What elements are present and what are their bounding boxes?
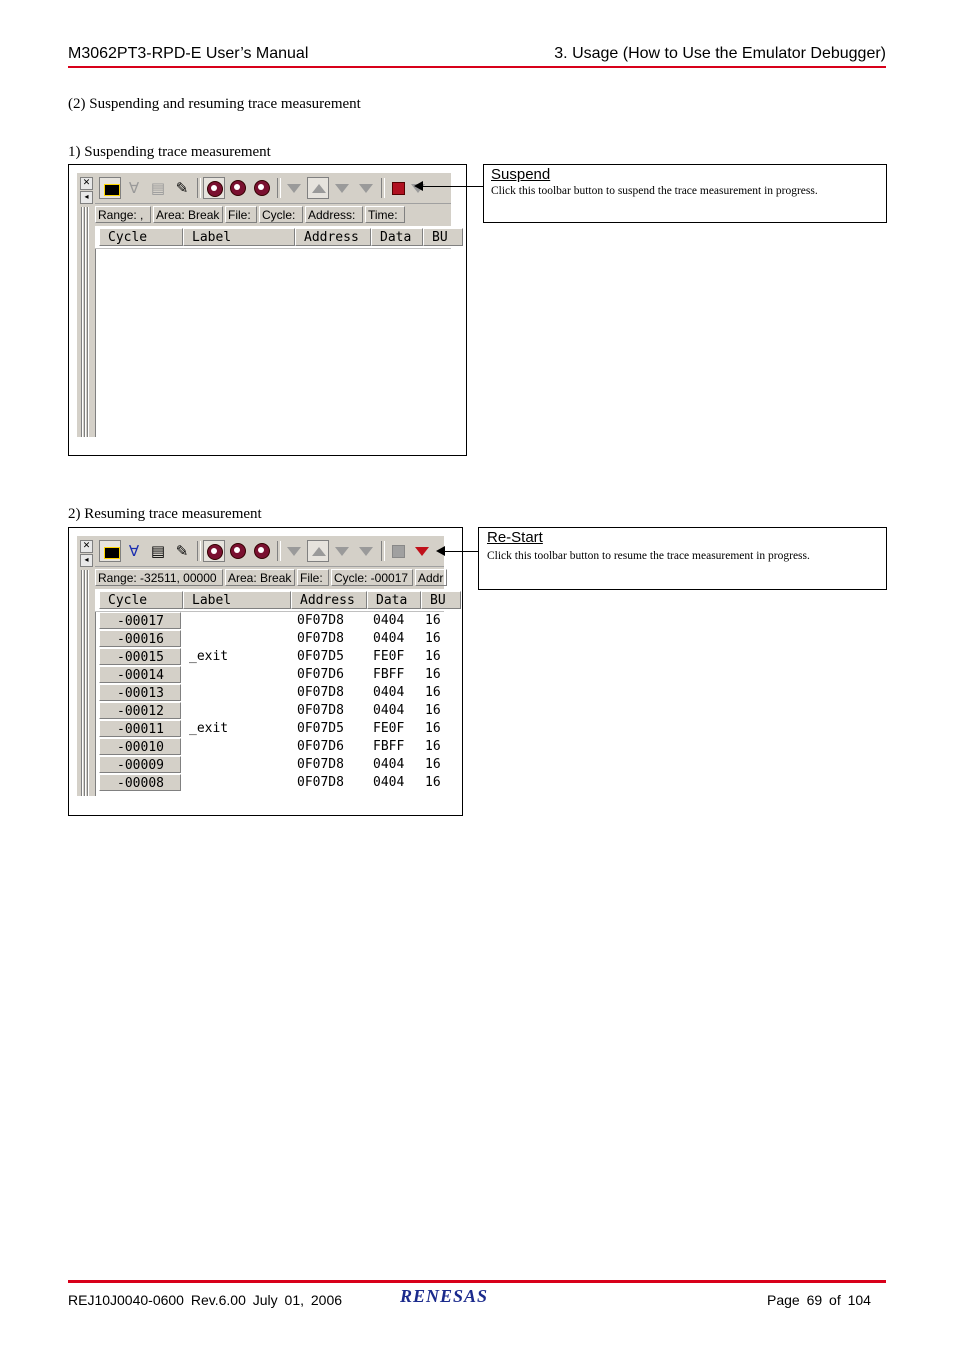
renesas-logo — [400, 1286, 512, 1306]
chip-view-button[interactable] — [99, 540, 121, 562]
table-row[interactable] — [95, 756, 444, 774]
figure2-frame — [68, 527, 463, 816]
trace-info-bar — [95, 204, 451, 226]
column-address[interactable]: Address — [295, 228, 371, 246]
restart-pointer-arrow-icon — [436, 546, 445, 556]
trace-toolbar — [95, 536, 444, 567]
figure2-caption: 2) Resuming trace measurement — [68, 506, 262, 522]
pencil-icon: ✎ — [175, 179, 189, 197]
triangle-up-icon — [312, 184, 326, 193]
cell-cycle: -00012 — [99, 702, 181, 719]
triangle-up-icon — [312, 547, 326, 556]
table-row[interactable] — [95, 774, 444, 792]
info-file: File: — [225, 206, 257, 223]
cell-bus: 16 — [425, 649, 441, 664]
clock-icon — [207, 544, 223, 560]
stop-icon — [392, 545, 405, 558]
footer-page-number: Page 69 of 104 — [767, 1292, 871, 1308]
cell-label: _exit — [189, 649, 229, 664]
info-area: Area: Break — [153, 206, 223, 223]
trace-mode-button-1[interactable] — [203, 540, 225, 562]
info-file: File: — [297, 569, 329, 586]
toolbar-separator — [381, 541, 385, 561]
cell-bus: 16 — [425, 721, 441, 736]
trace-mode-button-2[interactable] — [227, 177, 249, 199]
cell-label: _exit — [189, 721, 229, 736]
clock-icon — [254, 543, 270, 559]
cell-label — [189, 684, 289, 701]
document-icon: ▤ — [150, 542, 166, 560]
edit-button[interactable] — [171, 540, 193, 562]
scroll-up-button[interactable] — [307, 177, 329, 199]
cell-bus: 16 — [425, 667, 441, 682]
table-row[interactable] — [95, 612, 444, 630]
cell-bus: 16 — [425, 613, 441, 628]
table-row[interactable] — [95, 684, 444, 702]
trace-mode-button-1[interactable] — [203, 177, 225, 199]
table-row[interactable] — [95, 666, 444, 684]
suspend-callout-text: Click this toolbar button to suspend the trace measurement in progress. — [491, 185, 818, 197]
cell-cycle: -00009 — [99, 756, 181, 773]
dock-arrow-icon[interactable]: ◂ — [80, 554, 93, 567]
cell-address: 0F07D5 — [297, 649, 344, 664]
cell-cycle: -00010 — [99, 738, 181, 755]
filter-icon: ∀ — [128, 542, 140, 560]
cell-address: 0F07D8 — [297, 631, 344, 646]
header-manual-title: M3062PT3-RPD-E User’s Manual — [68, 45, 309, 62]
trace-mode-button-3[interactable] — [251, 177, 273, 199]
suspend-pointer-arrow-icon — [414, 181, 423, 191]
info-range: Range: -32511, 00000 — [95, 569, 223, 586]
triangle-down-icon — [287, 184, 301, 193]
cell-address: 0F07D8 — [297, 775, 344, 790]
cell-bus: 16 — [425, 757, 441, 772]
document-button[interactable] — [147, 540, 169, 562]
cell-address: 0F07D6 — [297, 667, 344, 682]
info-cycle: Cycle: -00017 — [331, 569, 413, 586]
cell-data: 0404 — [373, 613, 405, 628]
table-row[interactable] — [95, 648, 444, 666]
cell-label — [189, 666, 289, 683]
cell-cycle: -00017 — [99, 612, 181, 629]
cell-bus: 16 — [425, 703, 441, 718]
cell-address: 0F07D5 — [297, 721, 344, 736]
document-button[interactable] — [147, 177, 169, 199]
suspend-button[interactable] — [387, 540, 409, 562]
column-data[interactable]: Data — [367, 591, 421, 609]
document-icon: ▤ — [150, 179, 166, 197]
jump-button[interactable] — [355, 540, 377, 562]
footer-rule — [68, 1280, 886, 1283]
restart-button[interactable] — [411, 540, 433, 562]
chip-icon — [104, 184, 120, 196]
page-down-button[interactable] — [331, 540, 353, 562]
chip-icon — [104, 547, 120, 559]
grip-handle[interactable] — [81, 570, 90, 796]
stop-icon — [392, 182, 405, 195]
table-row[interactable] — [95, 630, 444, 648]
section-title: (2) Suspending and resuming trace measurement — [68, 96, 361, 112]
filter-button[interactable] — [123, 540, 145, 562]
suspend-callout-title: Suspend — [491, 166, 551, 183]
trace-column-header — [95, 589, 444, 612]
restart-callout-title: Re-Start — [487, 529, 543, 546]
info-range: Range: , — [95, 206, 151, 223]
cell-label — [189, 612, 289, 629]
cell-bus: 16 — [425, 685, 441, 700]
clock-icon — [230, 543, 246, 559]
table-row[interactable] — [95, 738, 444, 756]
figure1-frame — [68, 164, 467, 456]
column-bus[interactable]: BU — [421, 591, 461, 609]
cell-label — [189, 738, 289, 755]
clock-icon — [207, 181, 223, 197]
scroll-down-button[interactable] — [283, 177, 305, 199]
suspend-button[interactable] — [387, 177, 409, 199]
column-label[interactable]: Label — [183, 228, 295, 246]
trace-mode-button-3[interactable] — [251, 540, 273, 562]
cell-data: 0404 — [373, 775, 405, 790]
cell-label — [189, 702, 289, 719]
toolbar-separator — [381, 178, 385, 198]
info-time: Time: — [365, 206, 405, 223]
table-row[interactable] — [95, 720, 444, 738]
cell-address: 0F07D8 — [297, 613, 344, 628]
triangle-down-icon — [287, 547, 301, 556]
dock-bar — [77, 536, 96, 796]
grip-handle[interactable] — [81, 207, 90, 437]
clock-icon — [230, 180, 246, 196]
cell-bus: 16 — [425, 739, 441, 754]
trace-window-restart — [77, 536, 444, 796]
jump-button[interactable] — [355, 177, 377, 199]
restart-callout-text: Click this toolbar button to resume the trace measurement in progress. — [487, 550, 810, 562]
restart-pointer-line — [444, 551, 478, 552]
dock-arrow-icon[interactable]: ◂ — [80, 191, 93, 204]
cell-label — [189, 630, 289, 647]
trace-info-bar — [95, 567, 444, 589]
header-chapter-title: 3. Usage (How to Use the Emulator Debugger) — [554, 45, 886, 62]
column-address[interactable]: Address — [291, 591, 367, 609]
triangle-down-icon — [359, 184, 373, 193]
cell-label — [189, 756, 289, 773]
info-address: Addr — [415, 569, 447, 586]
scroll-up-button[interactable] — [307, 540, 329, 562]
cell-address: 0F07D6 — [297, 739, 344, 754]
restart-callout — [478, 527, 887, 590]
chip-view-button[interactable] — [99, 177, 121, 199]
page-down-button[interactable] — [331, 177, 353, 199]
trace-column-header — [95, 226, 451, 249]
cell-data: 0404 — [373, 703, 405, 718]
cell-cycle: -00011 — [99, 720, 181, 737]
cell-cycle: -00013 — [99, 684, 181, 701]
pencil-icon: ✎ — [175, 542, 189, 560]
column-bus[interactable]: BU — [423, 228, 463, 246]
suspend-callout — [483, 164, 887, 223]
cell-cycle: -00016 — [99, 630, 181, 647]
trace-rows — [95, 612, 444, 796]
column-label[interactable]: Label — [183, 591, 291, 609]
triangle-down-icon — [335, 184, 349, 193]
trace-window-suspend — [77, 173, 451, 437]
cell-data: FBFF — [373, 667, 405, 682]
toolbar-separator — [197, 541, 201, 561]
renesas-logo-text: RENESAS — [400, 1286, 489, 1306]
footer-doc-id: REJ10J0040-0600 Rev.6.00 July 01, 2006 — [68, 1292, 343, 1308]
trace-toolbar — [95, 173, 451, 204]
cell-data: 0404 — [373, 685, 405, 700]
triangle-down-icon — [335, 547, 349, 556]
cell-data: 0404 — [373, 757, 405, 772]
cell-address: 0F07D8 — [297, 685, 344, 700]
cell-address: 0F07D8 — [297, 757, 344, 772]
triangle-down-icon — [359, 547, 373, 556]
column-cycle[interactable]: Cycle — [99, 591, 183, 609]
cell-label — [189, 774, 289, 791]
info-area: Area: Break — [225, 569, 295, 586]
cell-data: FE0F — [373, 721, 405, 736]
edit-button[interactable] — [171, 177, 193, 199]
close-icon[interactable]: ✕ — [80, 177, 93, 190]
cell-cycle: -00008 — [99, 774, 181, 791]
header-rule — [68, 66, 886, 68]
cell-bus: 16 — [425, 631, 441, 646]
trace-mode-button-2[interactable] — [227, 540, 249, 562]
toolbar-separator — [277, 541, 281, 561]
cell-bus: 16 — [425, 775, 441, 790]
scroll-down-button[interactable] — [283, 540, 305, 562]
triangle-down-icon — [415, 547, 429, 556]
clock-icon — [254, 180, 270, 196]
cell-address: 0F07D8 — [297, 703, 344, 718]
dock-bar — [77, 173, 96, 437]
suspend-pointer-line — [422, 186, 484, 187]
cell-cycle: -00014 — [99, 666, 181, 683]
column-cycle[interactable]: Cycle — [99, 228, 183, 246]
info-address: Address: — [305, 206, 363, 223]
filter-icon: ∀ — [128, 179, 140, 197]
cell-data: FE0F — [373, 649, 405, 664]
toolbar-separator — [197, 178, 201, 198]
toolbar-separator — [277, 178, 281, 198]
close-icon[interactable]: ✕ — [80, 540, 93, 553]
figure1-caption: 1) Suspending trace measurement — [68, 144, 271, 160]
column-data[interactable]: Data — [371, 228, 423, 246]
cell-data: FBFF — [373, 739, 405, 754]
table-row[interactable] — [95, 702, 444, 720]
cell-data: 0404 — [373, 631, 405, 646]
cell-cycle: -00015 — [99, 648, 181, 665]
info-cycle: Cycle: — [259, 206, 303, 223]
filter-button[interactable] — [123, 177, 145, 199]
